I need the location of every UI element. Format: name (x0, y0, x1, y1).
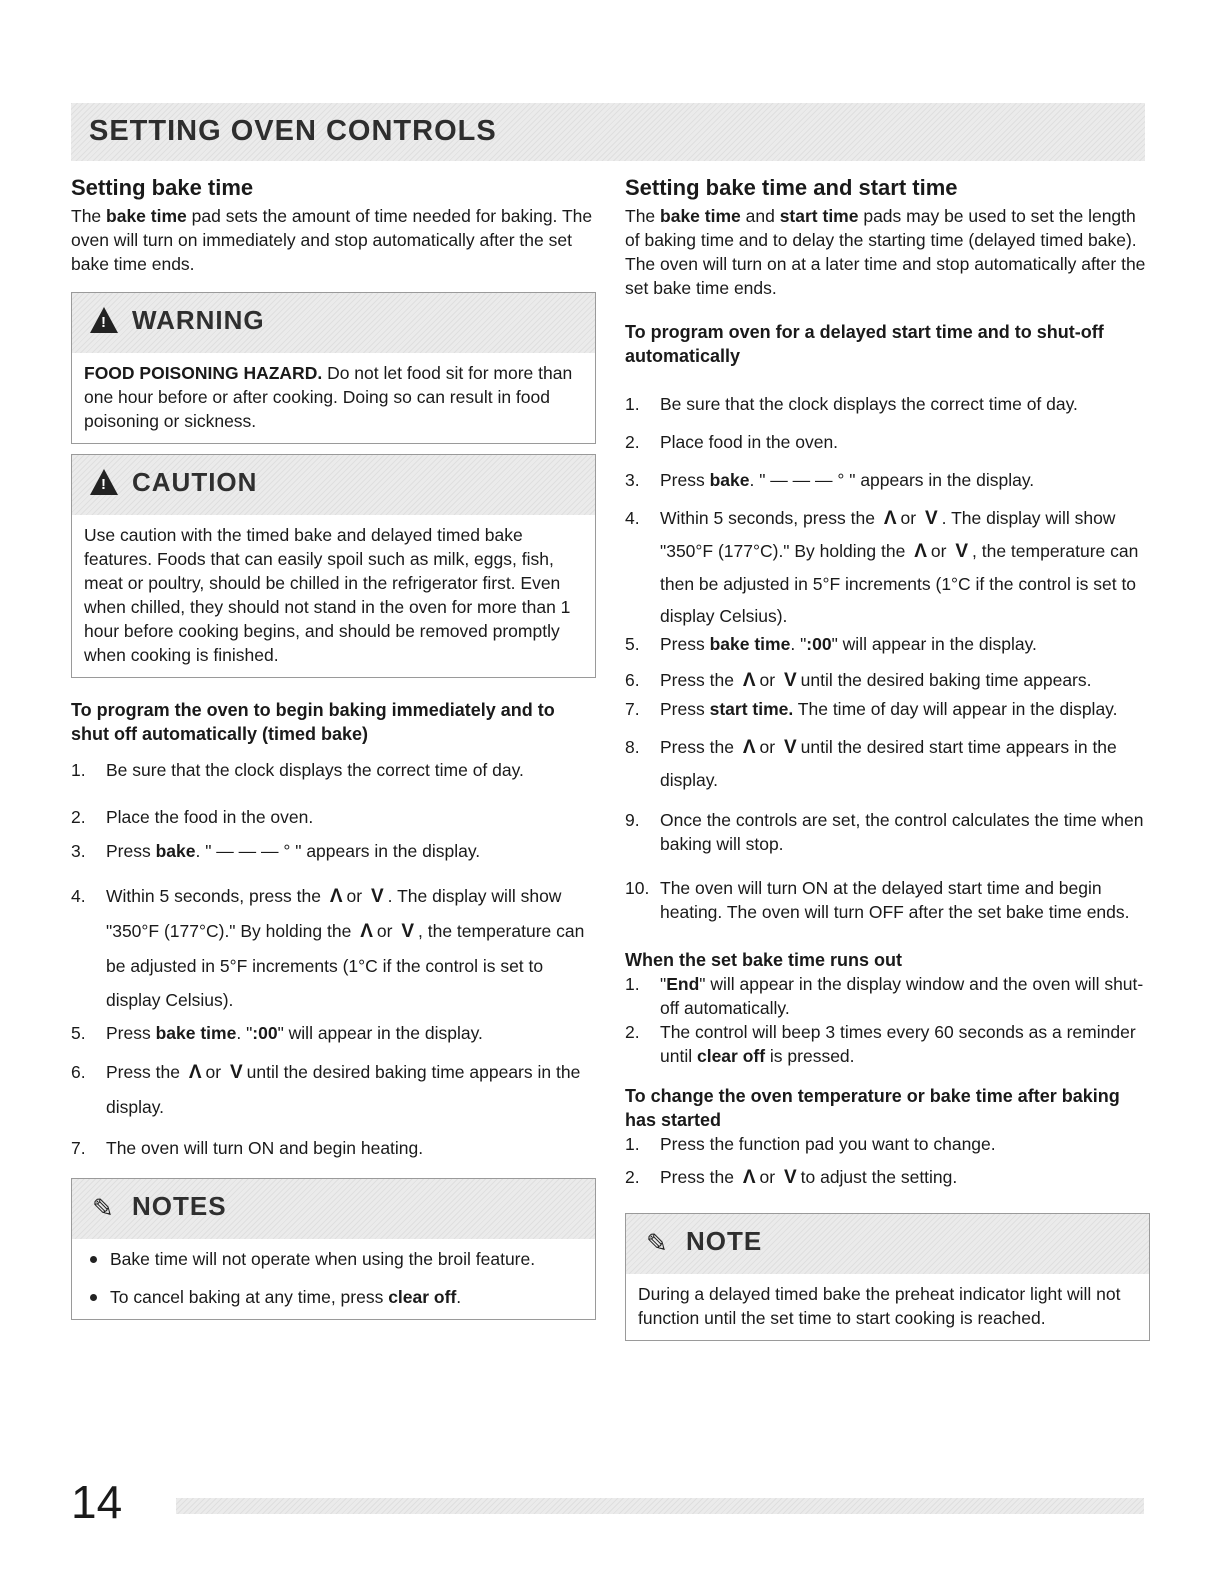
up-arrow-icon: Λ (329, 886, 343, 907)
step-text: or (376, 921, 393, 941)
down-arrow-icon: V (955, 541, 968, 562)
list-item (625, 468, 1150, 492)
hazard-label: FOOD POISONING HAZARD. (84, 363, 323, 383)
step-text: , the temperature can be adjusted in 5°F increments (1°C if the control is set to display Celsius). (106, 921, 585, 1010)
list-item (625, 502, 1150, 632)
list-item (71, 1021, 596, 1045)
step-text: or (759, 670, 776, 690)
up-arrow-icon: Λ (883, 508, 897, 529)
note-item (84, 1247, 585, 1271)
left-column (71, 172, 596, 1320)
warning-box (71, 292, 596, 444)
list-item (625, 1162, 1150, 1193)
step-text: Place food in the oven. (660, 432, 839, 452)
step-bold: bake (709, 470, 750, 490)
list-item (71, 1136, 596, 1160)
list-item (71, 879, 596, 1017)
step-number: 2. (625, 1022, 640, 1042)
list-item (625, 1132, 1150, 1156)
step-bold: End (666, 974, 700, 994)
up-arrow-icon: Λ (742, 737, 756, 758)
intro-text: and (740, 206, 780, 226)
step-text: Press (106, 841, 156, 861)
list-item (625, 664, 1150, 697)
intro-paragraph (625, 204, 1150, 300)
step-text: until the desired baking time appears. (800, 670, 1092, 690)
section-title: SETTING OVEN CONTROLS (89, 115, 497, 147)
step-number: 6. (71, 1062, 86, 1082)
caution-header (72, 455, 595, 515)
note-text: To cancel baking at any time, press (110, 1287, 389, 1307)
step-text: " will appear in the display. (277, 1023, 483, 1043)
intro-paragraph (71, 204, 596, 276)
step-text: Within 5 seconds, press the (106, 886, 321, 906)
note-body: During a delayed timed bake the preheat indicator light will not function until the set time to start cooking is reached. (638, 1284, 1121, 1328)
step-text: or (346, 886, 363, 906)
step-number: 1. (625, 394, 640, 414)
step-bold: bake (155, 841, 196, 861)
step-text: , the temperature can then be adjusted in 5°F increments (1°C if the control is set to display Celsius). (660, 541, 1139, 626)
down-arrow-icon: V (783, 737, 797, 758)
list-item (71, 805, 596, 829)
step-text: . " (790, 634, 807, 654)
up-arrow-icon: Λ (914, 541, 927, 562)
footer-band (176, 1498, 1144, 1514)
step-number: 4. (625, 508, 640, 528)
step-text: Press the function pad you want to change. (660, 1134, 996, 1154)
caution-box (71, 454, 596, 678)
bullet-icon (90, 1256, 97, 1263)
step-bold: clear off (696, 1046, 766, 1066)
step-bold: bake time (155, 1023, 237, 1043)
step-text: " will appear in the display window and the oven will shut-off automatically. (660, 974, 1144, 1018)
step-bold: bake time (709, 634, 791, 654)
intro-bold: bake time (106, 206, 187, 226)
note-header (626, 1214, 1149, 1274)
step-text: . The display will show "350°F (177°C)." By holding the (660, 508, 1116, 561)
step-text: Within 5 seconds, press the (660, 508, 875, 528)
warning-header (72, 293, 595, 353)
delayed-bake-steps (625, 392, 1150, 924)
list-item (625, 731, 1150, 796)
step-text: until the desired baking time appears in the display. (106, 1062, 581, 1117)
change-steps (625, 1132, 1150, 1193)
step-text: or (205, 1062, 222, 1082)
up-arrow-icon: Λ (742, 1167, 756, 1188)
down-arrow-icon: V (783, 670, 797, 691)
step-text: Press (660, 699, 710, 719)
intro-text: The (71, 206, 107, 226)
step-text: . " (236, 1023, 253, 1043)
step-number: 2. (625, 1167, 640, 1187)
step-text: is pressed. (765, 1046, 855, 1066)
pushpin-icon: ✎ (646, 1228, 668, 1258)
step-number: 3. (625, 470, 640, 490)
runs-out-heading: When the set bake time runs out (625, 950, 903, 970)
caution-title: CAUTION (132, 467, 258, 497)
step-number: 1. (71, 760, 86, 780)
step-text: The oven will turn ON and begin heating. (106, 1138, 424, 1158)
list-item (71, 758, 596, 782)
up-arrow-icon: Λ (742, 670, 756, 691)
down-arrow-icon: V (924, 508, 938, 529)
step-text: The oven will turn ON at the delayed start time and begin heating. The oven will turn OFF after the set bake time ends. (660, 878, 1130, 922)
down-arrow-icon: V (370, 886, 384, 907)
runs-out-steps (625, 972, 1150, 1068)
timed-bake-subheading: To program the oven to begin baking immediately and to shut off automatically (timed bake) (71, 700, 555, 744)
step-number: 5. (71, 1023, 86, 1043)
list-item (625, 697, 1150, 721)
notes-title: NOTES (132, 1191, 227, 1221)
notes-header (72, 1179, 595, 1239)
step-text: Press (106, 1023, 156, 1043)
step-text: " (660, 974, 667, 994)
step-number: 7. (625, 699, 640, 719)
list-item (71, 1055, 596, 1124)
intro-text: pads may be used to set the length of baking time and to delay the starting time (delayed timed bake). The oven will turn on at a later time and stop automatically after the set bake time ends. (625, 206, 1146, 298)
up-arrow-icon: Λ (188, 1062, 202, 1083)
bullet-icon (90, 1294, 97, 1301)
step-text: Place the food in the oven. (106, 807, 314, 827)
down-arrow-icon: V (401, 921, 414, 942)
intro-text: The (625, 206, 661, 226)
section-header-band (71, 103, 1145, 161)
caution-triangle-icon: ! (90, 469, 118, 495)
right-column (625, 172, 1150, 1341)
note-box (625, 1213, 1150, 1341)
heading-setting-bake-time: Setting bake time (71, 175, 254, 200)
list-item (625, 430, 1150, 454)
step-number: 2. (71, 807, 86, 827)
warning-text: Do not let food sit for more than one hour before or after cooking. Doing so can result in food poisoning or sickness. (84, 363, 573, 431)
step-text: until the desired start time appears in the display. (660, 737, 1117, 790)
note-item (84, 1285, 585, 1309)
step-number: 7. (71, 1138, 86, 1158)
step-text: Press (660, 470, 710, 490)
note-bold: clear off (388, 1287, 457, 1307)
step-bold: start time. (709, 699, 794, 719)
step-text: or (900, 508, 917, 528)
step-text: to adjust the setting. (800, 1167, 958, 1187)
step-text: Be sure that the clock displays the correct time of day. (106, 760, 524, 780)
step-text: Once the controls are set, the control calculates the time when baking will stop. (660, 810, 1144, 854)
step-text: . " — — — ° " appears in the display. (749, 470, 1035, 490)
caution-body: Use caution with the timed bake and delayed timed bake features. Foods that can easily spoil such as milk, eggs, fish, meat or poultry, should be chilled in the refrigerator first. Even when chilled, they should not stand in the oven for more than 1 hour before cooking begins, and should be removed promptly when cooking is finished. (84, 525, 571, 665)
list-item (625, 972, 1150, 1020)
notes-box (71, 1178, 596, 1320)
list-item (71, 839, 596, 863)
step-number: 1. (625, 1134, 640, 1154)
step-text: . " — — — ° " appears in the display. (195, 841, 481, 861)
list-item (625, 876, 1150, 924)
warning-title: WARNING (132, 305, 265, 335)
list-item (625, 808, 1150, 856)
intro-bold: bake time (660, 206, 741, 226)
list-item (625, 632, 1150, 656)
step-text: . The display will show "350°F (177°C)." By holding the (106, 886, 562, 941)
note-text: . (456, 1287, 462, 1307)
pushpin-icon: ✎ (92, 1193, 114, 1223)
down-arrow-icon: V (783, 1167, 797, 1188)
step-text: The time of day will appear in the display. (793, 699, 1118, 719)
intro-bold: start time (779, 206, 859, 226)
down-arrow-icon: V (229, 1062, 243, 1083)
step-text: Press the (660, 737, 734, 757)
step-text: Press the (660, 1167, 734, 1187)
warning-triangle-icon: ! (90, 307, 118, 333)
step-number: 10. (625, 878, 650, 898)
step-number: 1. (625, 974, 640, 994)
step-bold: :00 (252, 1023, 278, 1043)
step-number: 3. (71, 841, 86, 861)
step-text: or (759, 737, 776, 757)
step-text: Press the (660, 670, 734, 690)
intro-text: pad sets the amount of time needed for baking. The oven will turn on immediately and stop automatically after the set bake time ends. (71, 206, 593, 274)
step-bold: :00 (806, 634, 832, 654)
timed-bake-steps (71, 758, 596, 1160)
note-text: Bake time will not operate when using the broil feature. (110, 1249, 536, 1269)
step-number: 4. (71, 886, 86, 906)
step-text: Be sure that the clock displays the correct time of day. (660, 394, 1078, 414)
step-text: or (759, 1167, 776, 1187)
step-text: or (930, 541, 947, 561)
step-text: " will appear in the display. (831, 634, 1037, 654)
step-number: 9. (625, 810, 640, 830)
step-number: 6. (625, 670, 640, 690)
notes-body (72, 1239, 595, 1319)
list-item (625, 392, 1150, 416)
step-number: 2. (625, 432, 640, 452)
heading-bake-and-start-time: Setting bake time and start time (625, 175, 958, 200)
change-heading: To change the oven temperature or bake time after baking has started (625, 1086, 1120, 1130)
step-text: Press (660, 634, 710, 654)
step-number: 8. (625, 737, 640, 757)
list-item (625, 1020, 1150, 1068)
step-number: 5. (625, 634, 640, 654)
up-arrow-icon: Λ (360, 921, 373, 942)
step-text: The control will beep 3 times every 60 seconds as a reminder until (660, 1022, 1136, 1066)
delayed-start-subheading: To program oven for a delayed start time and to shut-off automatically (625, 322, 1104, 366)
warning-body (72, 353, 595, 443)
note-title: NOTE (686, 1226, 763, 1256)
page-number: 14 (71, 1476, 123, 1528)
step-text: Press the (106, 1062, 180, 1082)
